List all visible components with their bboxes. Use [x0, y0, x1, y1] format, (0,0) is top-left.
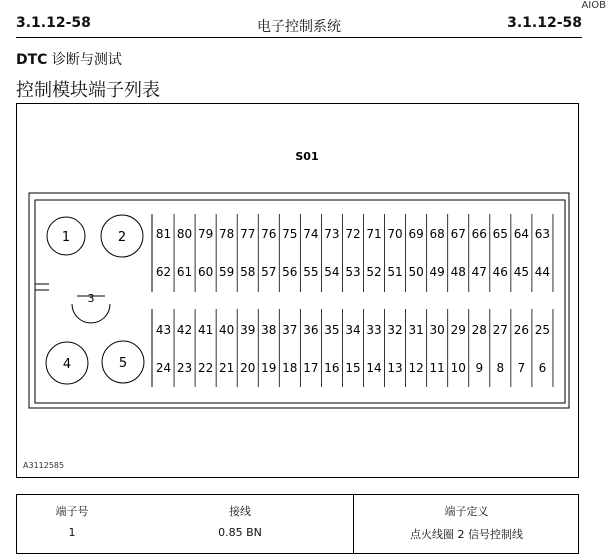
key-terminal	[72, 292, 110, 323]
pin-70: 70	[387, 227, 403, 241]
pin-49: 49	[429, 265, 445, 279]
pin-41: 41	[197, 323, 214, 337]
big-pin-label: 4	[62, 357, 72, 372]
section-prefix: DTC	[16, 52, 48, 68]
pin-73: 73	[324, 227, 340, 241]
table-header-definition: 端子定义	[444, 505, 489, 518]
pin-45: 45	[513, 265, 530, 279]
pin-36: 36	[303, 323, 319, 337]
pin-39: 39	[240, 323, 256, 337]
table-cell-definition: 点火线圈 2 信号控制线	[410, 528, 523, 541]
big-pin-5	[102, 341, 144, 383]
pin-35: 35	[324, 323, 340, 337]
pin-40: 40	[219, 323, 235, 337]
section-number-right: 3.1.12-58	[507, 15, 582, 31]
key-terminal-label: 3	[87, 292, 95, 305]
pin-42: 42	[176, 323, 193, 337]
section-title: 诊断与测试	[51, 52, 122, 68]
pin-14: 14	[366, 361, 382, 375]
pin-50: 50	[408, 265, 424, 279]
pin-25: 25	[534, 323, 551, 337]
section-heading	[16, 49, 122, 69]
pin-20: 20	[240, 361, 256, 375]
pin-58: 58	[240, 265, 256, 279]
pin-53: 53	[345, 265, 361, 279]
table-header-wire: 接线	[229, 505, 251, 518]
pin-21: 21	[219, 361, 235, 375]
connector-diagram	[17, 104, 578, 477]
figure-code: A3112585	[23, 461, 65, 470]
pin-79: 79	[197, 227, 214, 241]
pin-80: 80	[176, 227, 193, 241]
pin-75: 75	[282, 227, 298, 241]
pin-66: 66	[471, 227, 487, 241]
pin-59: 59	[219, 265, 235, 279]
pin-33: 33	[366, 323, 382, 337]
connector-housing-outer	[29, 193, 569, 408]
pin-27: 27	[492, 323, 508, 337]
pin-62: 62	[155, 265, 172, 279]
pin-64: 64	[513, 227, 530, 241]
pin-23: 23	[176, 361, 193, 375]
pin-31: 31	[408, 323, 424, 337]
pin-6: 6	[538, 361, 547, 375]
big-pin-4	[46, 342, 88, 384]
pin-19: 19	[261, 361, 277, 375]
pin-15: 15	[345, 361, 361, 375]
pin-28: 28	[471, 323, 487, 337]
big-pin-label: 5	[118, 356, 128, 371]
pin-30: 30	[429, 323, 445, 337]
pin-76: 76	[261, 227, 277, 241]
connector-figure	[16, 103, 579, 478]
pin-69: 69	[408, 227, 424, 241]
page-header	[16, 15, 582, 38]
pin-67: 67	[450, 227, 466, 241]
pin-68: 68	[429, 227, 445, 241]
connector-label: S01	[295, 150, 319, 163]
table-cell-terminal: 1	[68, 526, 76, 539]
pin-63: 63	[534, 227, 551, 241]
pin-74: 74	[303, 227, 319, 241]
table-header-terminal: 端子号	[55, 505, 89, 518]
pin-77: 77	[240, 227, 256, 241]
pin-46: 46	[492, 265, 508, 279]
pin-12: 12	[408, 361, 424, 375]
pin-38: 38	[261, 323, 277, 337]
pin-9: 9	[475, 361, 484, 375]
page-title: 电子控制系统	[257, 19, 341, 35]
terminal-table	[16, 494, 579, 554]
table-cell-wire: 0.85 BN	[218, 526, 262, 539]
pin-18: 18	[282, 361, 298, 375]
pin-10: 10	[450, 361, 466, 375]
pin-43: 43	[155, 323, 172, 337]
pin-81: 81	[155, 227, 172, 241]
pin-17: 17	[303, 361, 319, 375]
pin-54: 54	[324, 265, 340, 279]
pin-52: 52	[366, 265, 382, 279]
pin-32: 32	[387, 323, 403, 337]
pin-37: 37	[282, 323, 298, 337]
pin-22: 22	[197, 361, 214, 375]
pin-57: 57	[261, 265, 277, 279]
pin-55: 55	[303, 265, 319, 279]
pin-24: 24	[155, 361, 172, 375]
pin-61: 61	[176, 265, 193, 279]
pin-51: 51	[387, 265, 403, 279]
big-pin-label: 2	[117, 230, 127, 245]
pin-13: 13	[387, 361, 403, 375]
pin-56: 56	[282, 265, 298, 279]
pin-72: 72	[345, 227, 361, 241]
pin-44: 44	[534, 265, 551, 279]
pin-60: 60	[197, 265, 214, 279]
pin-65: 65	[492, 227, 508, 241]
subsection-title: 控制模块端子列表	[16, 80, 160, 101]
big-pin-1	[47, 217, 85, 255]
section-number-left: 3.1.12-58	[16, 15, 91, 31]
pin-47: 47	[471, 265, 487, 279]
pin-8: 8	[496, 361, 505, 375]
pin-71: 71	[366, 227, 382, 241]
pin-16: 16	[324, 361, 340, 375]
pin-7: 7	[517, 361, 526, 375]
big-pin-2	[101, 215, 143, 257]
big-pin-label: 1	[61, 230, 71, 245]
pin-78: 78	[219, 227, 235, 241]
pin-11: 11	[429, 361, 445, 375]
pin-48: 48	[450, 265, 466, 279]
pin-grid	[152, 214, 553, 387]
corner-mark: AIOB	[581, 0, 606, 11]
pin-26: 26	[513, 323, 530, 337]
pin-34: 34	[345, 323, 361, 337]
pin-29: 29	[450, 323, 466, 337]
